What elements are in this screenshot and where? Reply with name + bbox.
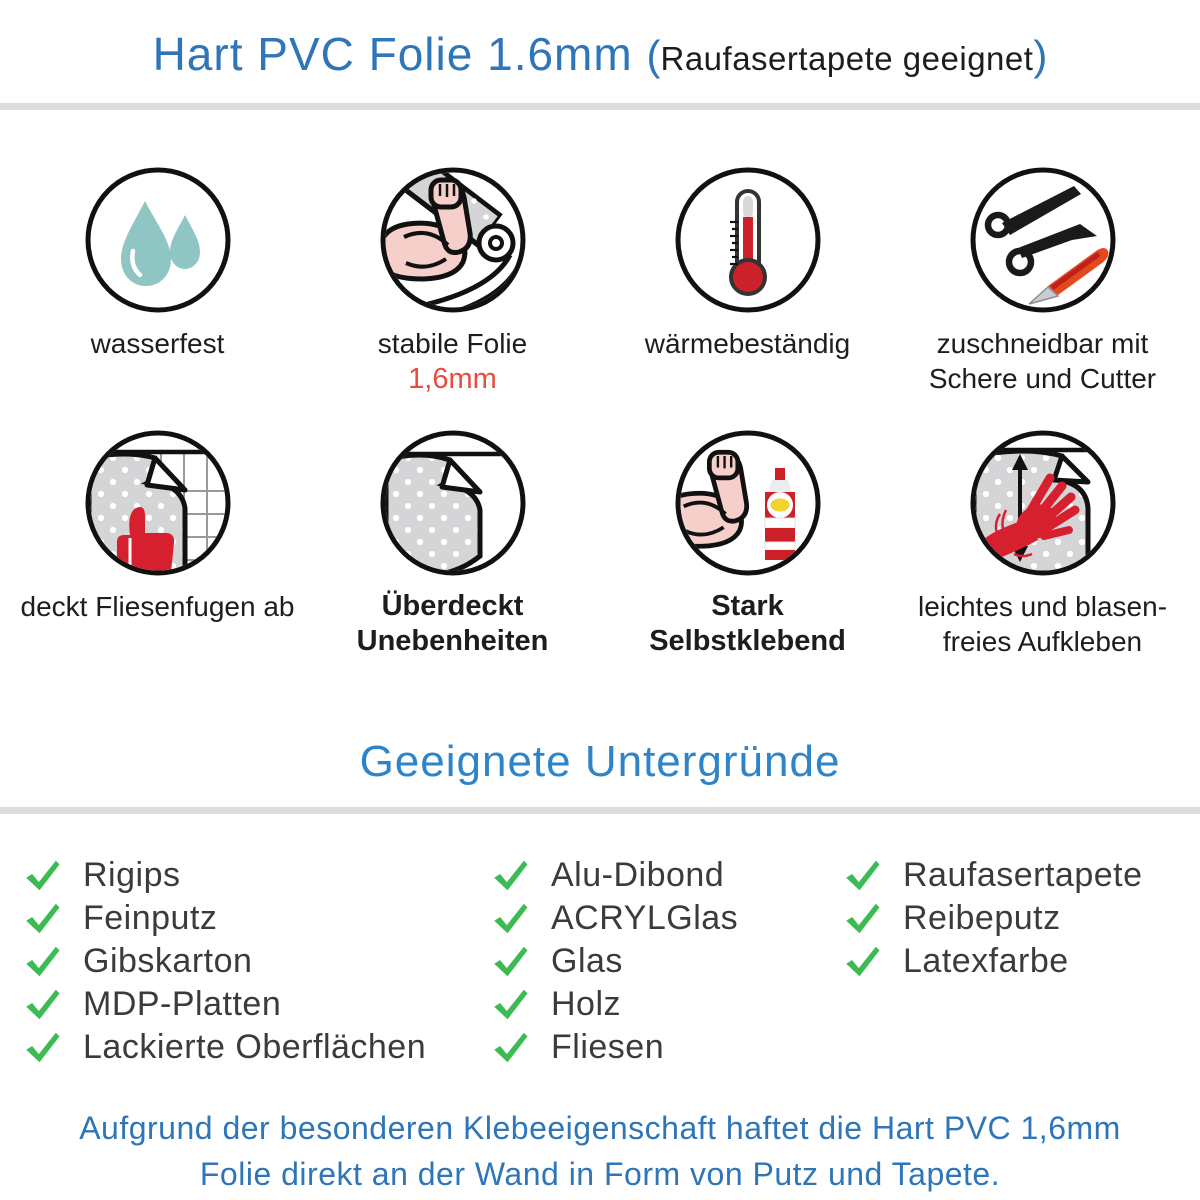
feature-thickness-value: 1,6mm (408, 363, 497, 395)
checklist-label: Holz (551, 985, 622, 1023)
check-icon (24, 1029, 61, 1066)
divider-bar-bottom (0, 807, 1200, 814)
checklist-label: Rigips (83, 856, 181, 894)
feature-self-adhesive (600, 428, 895, 661)
checklist-label: Fliesen (551, 1028, 665, 1066)
feature-label-line: stabile Folie (377, 328, 528, 359)
checklist-item (24, 897, 492, 940)
checklist-label: Raufasertapete (903, 856, 1143, 894)
footer-note-line2: Folie direkt an der Wand in Form von Putz und Tapete. (199, 1156, 1001, 1192)
check-icon (492, 1029, 529, 1066)
feature-label-line: deckt Fliesenfugen ab (20, 591, 295, 622)
checklist-item (24, 940, 492, 983)
check-icon (492, 986, 529, 1023)
feature-label-line: Selbstklebend (649, 625, 846, 657)
checklist-item (492, 983, 844, 1026)
check-icon (492, 900, 529, 937)
check-icon (492, 857, 529, 894)
page-title (0, 0, 1200, 103)
feature-label-line: Überdeckt (381, 590, 524, 622)
checklist-label: Lackierte Oberflächen (83, 1028, 427, 1066)
check-icon (492, 943, 529, 980)
checklist-label: Glas (551, 942, 623, 980)
feature-label (645, 326, 850, 398)
checklist-label: MDP-Platten (83, 985, 282, 1023)
checklist-column-2 (492, 854, 844, 1069)
feature-heat-resistant (600, 165, 895, 398)
title-main: Hart PVC Folie 1.6mm (152, 28, 647, 80)
water-drops-icon (83, 165, 233, 315)
checklist-item (492, 940, 844, 983)
feature-label (21, 589, 295, 661)
scissors-cutter-icon (968, 165, 1118, 315)
feature-cuttable (895, 165, 1190, 398)
checklist-item (492, 854, 844, 897)
check-icon (24, 857, 61, 894)
feature-label (378, 326, 527, 398)
checklist-item (24, 983, 492, 1026)
feature-label-line: Stark (711, 590, 784, 622)
muscle-foil-icon (378, 165, 528, 315)
surfaces-heading: Geeignete Untergründe (359, 737, 841, 786)
feature-label-line: Schere und Cutter (928, 363, 1157, 394)
check-icon (24, 986, 61, 1023)
title-subtitle: Raufasertapete geeignet (660, 40, 1034, 77)
feature-label (91, 326, 225, 398)
feature-label-line: wasserfest (90, 328, 225, 359)
muscle-glue-icon (673, 428, 823, 578)
surfaces-checklist (0, 854, 1200, 1069)
feature-label (918, 589, 1167, 661)
checklist-label: ACRYLGlas (551, 899, 739, 937)
checklist-item (24, 854, 492, 897)
footer-note-line1: Aufgrund der besonderen Klebeeigenschaft haftet die Hart PVC 1,6mm (79, 1110, 1121, 1146)
checklist-label: Alu-Dibond (551, 856, 725, 894)
checklist-item (844, 854, 1184, 897)
checklist-column-1 (24, 854, 492, 1069)
feature-label (649, 589, 846, 661)
checklist-item (492, 1026, 844, 1069)
feature-label-line: freies Aufkleben (942, 626, 1143, 657)
foil-tiles-thumb-icon (83, 428, 233, 578)
checklist-item (492, 897, 844, 940)
feature-label-line: Unebenheiten (356, 625, 549, 657)
feature-label (357, 589, 549, 661)
feature-row-1 (10, 165, 1190, 398)
feature-stable-foil (305, 165, 600, 398)
feature-waterproof (10, 165, 305, 398)
footer-note (0, 1105, 1200, 1197)
feature-label-line: leichtes und blasen- (917, 591, 1168, 622)
feature-covers-unevenness (305, 428, 600, 661)
feature-bubble-free (895, 428, 1190, 661)
checklist-item (844, 940, 1184, 983)
feature-label (929, 326, 1156, 398)
checklist-label: Feinputz (83, 899, 218, 937)
hand-smooth-icon (968, 428, 1118, 578)
checklist-label: Latexfarbe (903, 942, 1069, 980)
checklist-column-3 (844, 854, 1184, 1069)
feature-row-2 (10, 428, 1190, 661)
thermometer-icon (673, 165, 823, 315)
checklist-label: Gibskarton (83, 942, 253, 980)
feature-label-line: wärmebeständig (644, 328, 851, 359)
check-icon (24, 943, 61, 980)
title-paren-open: ( (646, 32, 661, 79)
check-icon (844, 900, 881, 937)
check-icon (24, 900, 61, 937)
foil-fold-icon (378, 428, 528, 578)
feature-label-line: zuschneidbar mit (936, 328, 1149, 359)
checklist-item (844, 897, 1184, 940)
title-paren-close: ) (1033, 32, 1048, 79)
divider-bar-top (0, 103, 1200, 110)
check-icon (844, 857, 881, 894)
check-icon (844, 943, 881, 980)
feature-section (0, 110, 1200, 661)
feature-covers-tile-joints (10, 428, 305, 661)
checklist-item (24, 1026, 492, 1069)
checklist-label: Reibeputz (903, 899, 1061, 937)
